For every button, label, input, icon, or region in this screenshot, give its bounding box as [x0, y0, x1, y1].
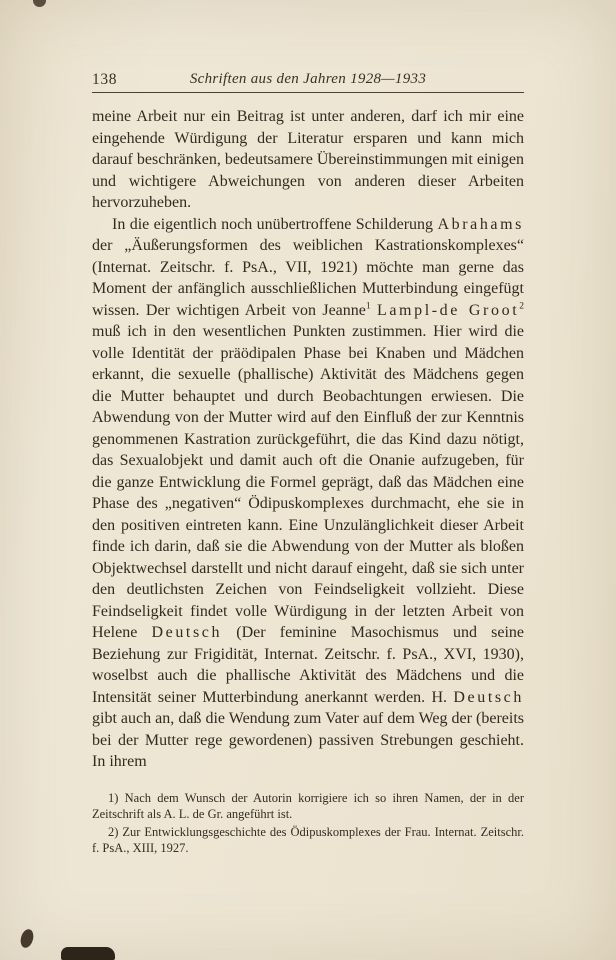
body-text	[92, 106, 524, 773]
footnote-marker: 2	[519, 301, 524, 312]
footnote-item	[92, 790, 524, 823]
footnotes	[92, 790, 524, 857]
text-run: der „Äußerungsformen des weiblichen Kastrationskomplexes“ (Internat. Zeitschr. f. PsA., VII, 1921) möchte man gerne das Moment der anfänglich ausschließlichen Mutterbindung eingefügt wissen. Der wichtigen Arbeit von Jeanne	[92, 237, 524, 319]
author-name-spaced: Deutsch	[151, 624, 223, 641]
scan-artifact	[61, 947, 115, 960]
running-title: Schriften aus den Jahren 1928—1933	[189, 71, 427, 87]
scan-artifact	[19, 928, 36, 950]
footnote-marker: 1	[365, 301, 371, 312]
header-rule	[92, 92, 524, 93]
text-run: (Der feminine Masochismus und seine Beziehung zur Frigidität, Internat. Zeitschr. f. PsA., XVI, 1930), woselbst auch die phallische Aktivität des Mädchens und die Intensität seiner Mutterbindung anerkannt werden. H.	[92, 624, 524, 706]
running-header	[92, 70, 524, 91]
text-column	[92, 70, 524, 857]
text-run: In die eigentlich noch unübertroffene Schilderung	[112, 215, 438, 233]
text-run: 1) Nach dem Wunsch der Autorin korrigiere ich so ihren Namen, der in der Zeitschrift als A. L. de Gr. angeführt ist.	[92, 790, 524, 821]
body-paragraph	[92, 106, 524, 214]
body-paragraph	[92, 214, 524, 773]
page-number: 138	[92, 71, 118, 88]
author-name-spaced: Deutsch	[453, 688, 524, 706]
footnote-item	[92, 824, 524, 857]
scan-artifact	[33, 0, 46, 7]
text-run: muß ich in den wesentlichen Punkten zustimmen. Hier wird die volle Identität der präödipalen Phase bei Knaben und Mädchen erkannt, die sexuelle (phallische) Aktivität des Mädchens gegen die Mutter behauptet und durch Beobachtungen erwiesen. Die Abwendung von der Mutter wird auf den Einfluß der zur Kenntnis genommenen Kastration zurückgeführt, die das Kind dazu nötigt, das Sexualobjekt und damit auch oft die Onanie aufzugeben, für die ganze Entwicklung die Formel geprägt, daß das Mädchen eine Phase des „negativen“ Ödipuskomplexes durchmacht, ehe sie in den positiven eintreten kann. Eine Unzulänglichkeit dieser Arbeit finde ich darin, daß sie die Abwendung von der Mutter als bloßen Objektwechsel darstellt und nicht darauf eingeht, daß sie sich unter den deutlichsten Zeichen von Feindseligkeit vollzieht. Diese Feindseligkeit findet volle Würdigung in der letzten Arbeit von Helene	[92, 323, 524, 641]
text-run: 2) Zur Entwicklungsgeschichte des Ödipuskomplexes der Frau. Internat. Zeitschr. f. PsA., XIII, 1927.	[92, 824, 524, 855]
text-run: gibt auch an, daß die Wendung zum Vater auf dem Weg der (bereits bei der Mutter rege gewordenen) passiven Strebungen geschieht. In ihrem	[92, 710, 524, 770]
text-run: meine Arbeit nur ein Beitrag ist unter anderen, darf ich mir eine eingehende Würdigung der Literatur ersparen und kann mich darauf beschränken, bedeutsamere Übereinstimmungen mit einigen und wichtigere Abweichungen von anderen dieser Arbeiten hervorzuheben.	[92, 108, 524, 211]
author-name-spaced: Abrahams	[437, 215, 524, 233]
author-name-spaced: Lampl-de Groot	[376, 301, 520, 319]
